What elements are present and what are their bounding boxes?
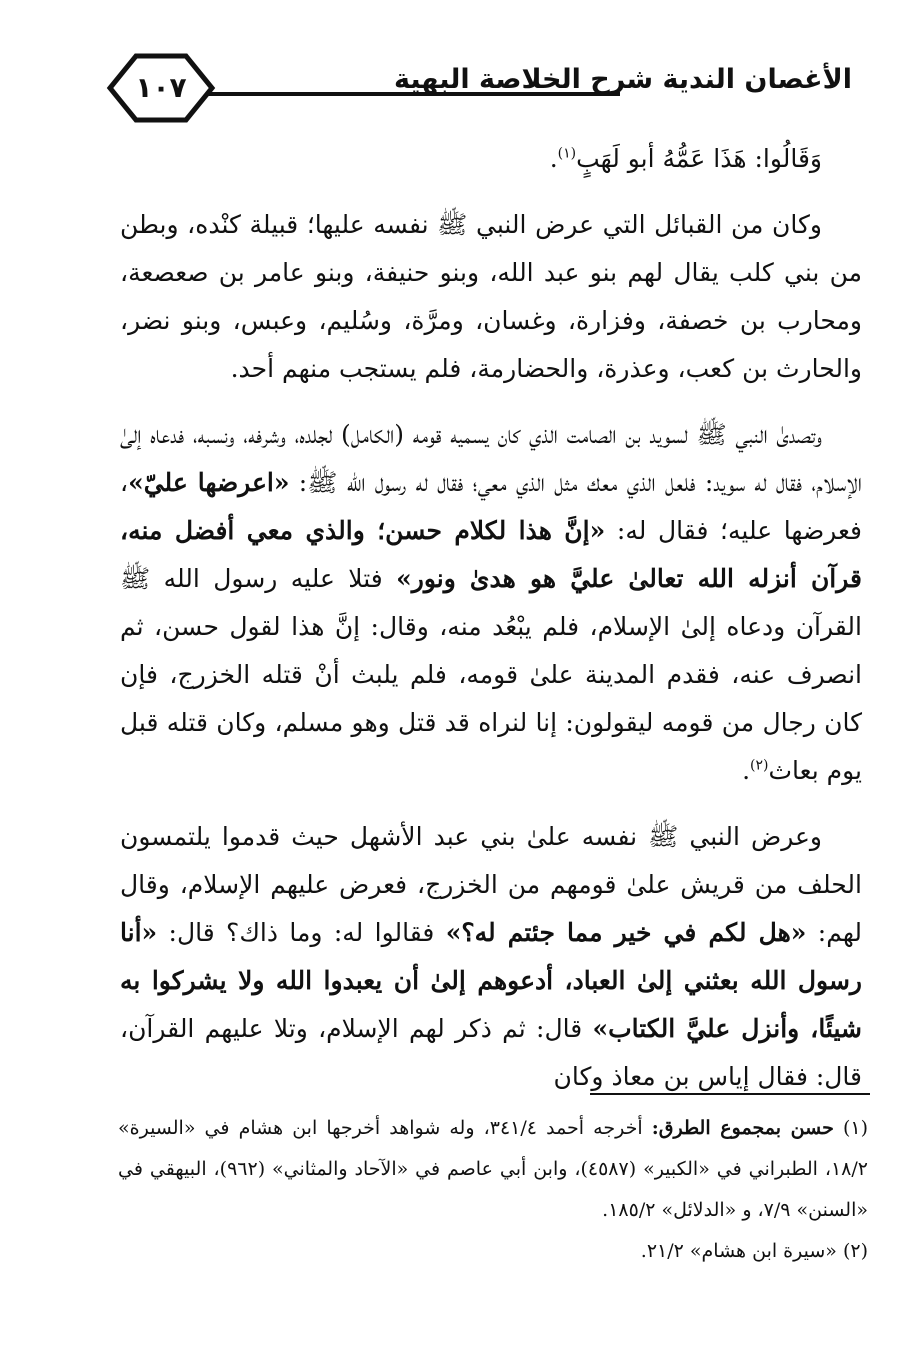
footnote-grade: حسن بمجموع الطرق:	[651, 1117, 834, 1139]
footnote-text: أخرجه أحمد ٣٤١/٤، وله شواهد أخرجها ابن هشام في «السيرة» ١٨/٢، الطبراني في «الكبير» (٤٥٨٧)، وابن أبي عاصم في «الآحاد والمثاني» (٩٦٢)، البيهقي في «السنن» ٧/٩، و «الدلائل» ١٨٥/٢.	[118, 1117, 868, 1221]
footnote-marker: (٢)	[842, 1240, 868, 1262]
footnote-2	[118, 1231, 868, 1272]
footnote-ref: (٢)	[750, 757, 769, 774]
footnote-marker: (١)	[842, 1117, 868, 1139]
hadith-quote: «إنَّ هذا لكلام حسن؛ والذي معي أفضل منه، قرآن أنزله الله تعالىٰ عليَّ هو هدىٰ ونور»	[120, 516, 862, 593]
paragraph-1	[120, 135, 862, 183]
main-text	[120, 135, 862, 1101]
paragraph-tail: .	[742, 756, 751, 785]
footnote-1	[118, 1108, 868, 1231]
footnote-ref: (١)	[557, 145, 577, 162]
paragraph-text: فتلا عليه رسول الله ﷺ القرآن ودعاه إلىٰ الإسلام، فلم يبْعُد منه، وقال: إنَّ هذا لقول حسن، ثم انصرف عنه، فقدم المدينة علىٰ قومه، فلم يلبث أنْ قتله الخزرج، فإن كان رجال من قومه ليقولون: إنا لنراه قد قتل وهو مسلم، وكان قتله قبل يوم بعاث	[120, 564, 862, 785]
paragraph-text: قال: ثم ذكر لهم الإسلام، وتلا عليهم القرآن، قال: فقال إياس بن معاذ وكان	[120, 1014, 862, 1091]
hadith-quote: «أنا رسول الله بعثني إلىٰ العباد، أدعوهم إلىٰ أن يعبدوا الله ولا يشركوا به شيئًا، وأنزل عليَّ الكتاب»	[120, 918, 862, 1043]
hadith-quote: «اعرضها عليّ»	[128, 468, 290, 497]
hadith-quote: «هل لكم في خير مما جئتم له؟»	[445, 918, 807, 947]
paragraph-2	[120, 201, 862, 393]
page-header	[100, 52, 852, 142]
paragraph-tail: .	[549, 144, 558, 173]
paragraph-text: وَقَالُوا: هَذَا عَمُّهُ أبو لَهَبٍ	[576, 144, 822, 173]
paragraph-text: ، فعرضها عليه؛ فقال له:	[120, 468, 862, 545]
paragraph-3	[120, 411, 862, 795]
page-number: ١٠٧	[135, 71, 187, 104]
paragraph-text: وكان من القبائل التي عرض النبي ﷺ نفسه عليها؛ قبيلة كنْده، وبطن من بني كلب يقال لهم بنو عبد الله، وبنو حنيفة، وبنو عامر بن صعصعة، ومحارب بن خصفة، وفزارة، وغسان، ومرَّة، وسُليم، وعبس، وبنو نضر، والحارث بن كعب، وعذرة، والحضارمة، فلم يستجب منهم أحد.	[120, 210, 862, 383]
footnote-separator	[590, 1093, 870, 1095]
running-title: الأغصان الندية شرح الخلاصة البهية	[394, 64, 852, 95]
footnotes	[118, 1108, 868, 1272]
page-number-badge	[106, 52, 216, 124]
footnote-text: «سيرة ابن هشام» ٢١/٢.	[640, 1240, 843, 1262]
paragraph-4	[120, 813, 862, 1101]
paragraph-text: وتصدىٰ النبي ﷺ لسويد بن الصامت الذي كان يسميه قومه (الكامل) لجلده، وشرفه، ونسبه، فدعاه إلىٰ الإسلام، فقال له سويد: فلعل الذي معك مثل الذي معي؛ فقال له رسول الله ﷺ:	[120, 420, 862, 497]
paragraph-text: فقالوا له: وما ذاك؟ قال:	[157, 918, 446, 947]
paragraph-text: وعرض النبي ﷺ نفسه علىٰ بني عبد الأشهل حيث قدموا يلتمسون الحلف من قريش علىٰ قومهم من الخزرج، فعرض عليهم الإسلام، وقال لهم:	[120, 822, 862, 947]
